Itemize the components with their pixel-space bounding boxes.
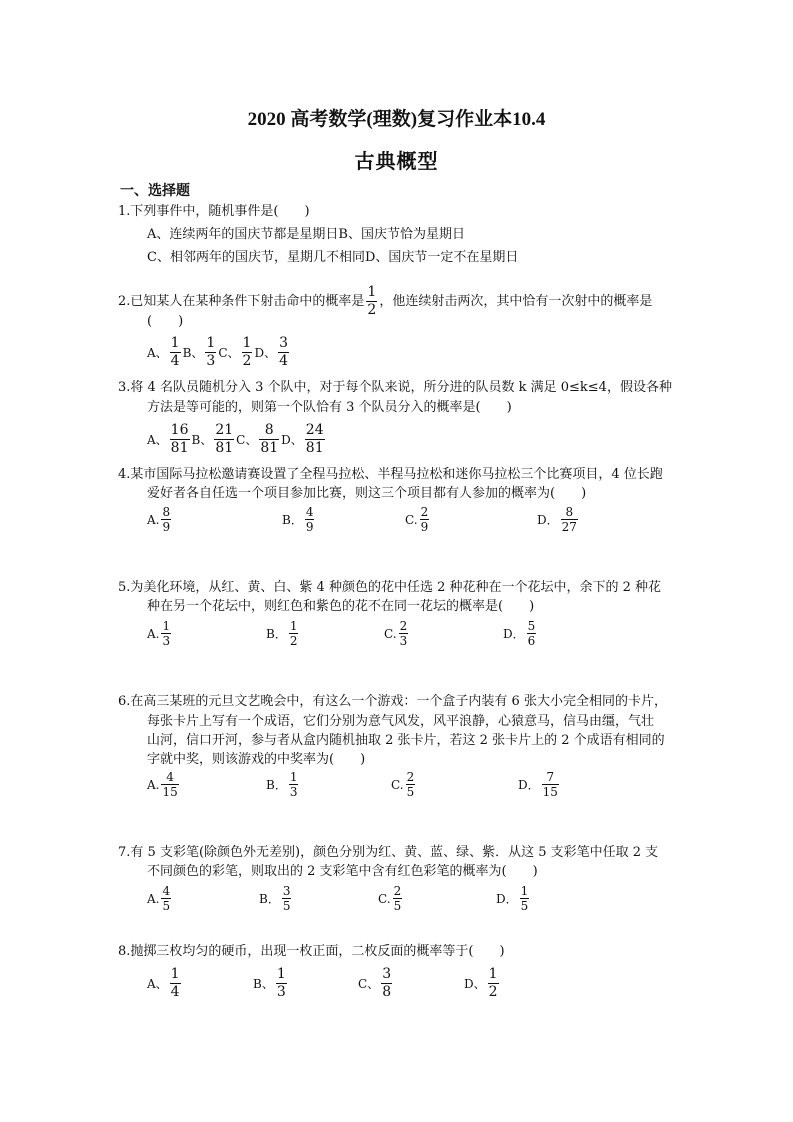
option-fraction — [289, 770, 299, 799]
q5-option-d — [503, 619, 538, 648]
option-label: C. — [378, 891, 391, 906]
option-label: C. — [391, 777, 404, 792]
option-label: D． — [537, 513, 559, 527]
fraction-numerator: 1 — [289, 770, 298, 784]
fraction-denominator: 81 — [215, 440, 234, 456]
fraction-denominator: 8 — [382, 984, 392, 1000]
option-label: A、 — [147, 346, 168, 360]
q6-line-3: 山河，信口开河，参与者从盒内随机抽取 2 张卡片，若这 2 张卡片上的 2 个成语有相同的 — [147, 733, 665, 748]
q7-option-a — [147, 884, 173, 913]
option-fraction — [161, 505, 171, 534]
fraction-denominator: 9 — [420, 520, 429, 534]
q5-option-a — [147, 619, 173, 648]
fraction-numerator: 2 — [393, 884, 402, 898]
q2-paren: ( ) — [147, 314, 184, 329]
fraction-numerator: 2 — [420, 505, 429, 519]
fraction-denominator: 27 — [561, 520, 577, 534]
option-fraction — [170, 966, 181, 1001]
fraction-numerator: 1 — [242, 335, 252, 351]
option-fraction — [214, 422, 234, 457]
q6-option-d — [518, 770, 561, 799]
option-label: B． — [266, 778, 287, 792]
fraction-numerator: 2 — [406, 770, 415, 784]
option-fraction — [289, 619, 299, 648]
fraction-numerator: 3 — [282, 884, 291, 898]
option-label: B． — [259, 892, 280, 906]
fraction-numerator: 1 — [170, 966, 180, 982]
q8-option-d — [464, 966, 501, 1001]
fraction-denominator: 81 — [305, 440, 324, 456]
fraction-denominator: 9 — [162, 520, 171, 534]
q1-options-cd: C、相邻两年的国庆节，星期几不相同D、国庆节一定不在星期日 — [147, 250, 519, 265]
q2-options — [147, 335, 291, 370]
q5-line-1: 5.为美化环境，从红、黄、白、紫 4 种颜色的花中任选 2 种花种在一个花坛中，余下的 2 种花 — [118, 580, 662, 595]
fraction-numerator: 3 — [279, 335, 288, 351]
q7-option-d — [496, 884, 531, 913]
q3-line-1: 3.将 4 名队员随机分入 3 个队中，对于每个队来说，所分进的队员数 k 满足 0≤k≤4，假设各种 — [118, 380, 672, 395]
option-fraction — [278, 335, 289, 370]
fraction-numerator: 1 — [170, 335, 180, 351]
q2-stem — [118, 284, 652, 319]
fraction-numerator: 24 — [305, 422, 324, 438]
fraction-denominator: 9 — [305, 520, 314, 534]
q5-option-b — [266, 619, 300, 648]
option-label: A. — [147, 626, 160, 641]
option-label: C. — [384, 626, 397, 641]
section-heading: 一、选择题 — [120, 183, 190, 199]
option-label: D、 — [254, 346, 277, 360]
q1-stem: 1.下列事件中，随机事件是( ) — [118, 204, 310, 219]
q8-option-b — [253, 966, 289, 1001]
q8-line-1: 8.抛掷三枚均匀的硬币，出现一枚正面，二枚反面的概率等于( ) — [118, 944, 505, 959]
q3-line-2: 方法是等可能的，则第一个队恰有 3 个队员分入的概率是( ) — [147, 400, 512, 415]
fraction-denominator: 6 — [527, 634, 536, 648]
q2-stem-part-b: ，他连续射击两次，其中恰有一次射中的概率是 — [379, 293, 653, 309]
q2-stem-part-a: 2.已知某人在某种条件下射击命中的概率是 — [118, 293, 365, 309]
q6-option-c — [391, 770, 417, 799]
q3-options — [147, 422, 327, 457]
option-label: B、 — [191, 433, 213, 447]
fraction-denominator: 2 — [242, 353, 252, 369]
q7-option-c — [378, 884, 404, 913]
option-fraction — [170, 335, 181, 370]
fraction-denominator: 4 — [279, 353, 288, 369]
option-label: B、 — [253, 977, 274, 991]
fraction-numerator: 16 — [170, 422, 189, 438]
option-fraction — [393, 884, 403, 913]
option-label: D． — [503, 627, 525, 641]
q4-option-b — [282, 505, 316, 534]
option-fraction — [406, 770, 416, 799]
option-label: D． — [496, 892, 518, 906]
q4-option-a — [147, 505, 173, 534]
fraction-denominator: 2 — [367, 302, 377, 318]
fraction-denominator: 15 — [542, 785, 558, 799]
option-label: A. — [147, 512, 160, 527]
q8-option-a — [147, 966, 183, 1001]
fraction-numerator: 3 — [382, 966, 392, 982]
q7-line-2: 不同颜色的彩笔，则取出的 2 支彩笔中含有红色彩笔的概率为( ) — [147, 864, 538, 879]
option-fraction — [305, 422, 325, 457]
fraction-denominator: 2 — [488, 984, 498, 1000]
q7-option-b — [259, 884, 293, 913]
option-fraction — [161, 884, 171, 913]
option-fraction — [420, 505, 430, 534]
q8-option-c — [358, 966, 394, 1001]
option-fraction — [381, 966, 392, 1001]
option-fraction — [561, 505, 578, 534]
option-fraction — [305, 505, 315, 534]
fraction-denominator: 3 — [399, 634, 408, 648]
option-label: D、 — [464, 977, 486, 991]
option-fraction — [161, 770, 178, 799]
option-label: B． — [282, 513, 303, 527]
fraction-denominator: 2 — [289, 634, 298, 648]
option-fraction — [527, 619, 537, 648]
fraction-denominator: 5 — [162, 899, 171, 913]
fraction-numerator: 8 — [162, 505, 171, 519]
fraction-numerator: 2 — [399, 619, 408, 633]
q6-option-b — [266, 770, 300, 799]
fraction-numerator: 5 — [527, 619, 536, 633]
q4-option-d — [537, 505, 580, 534]
option-label: C、 — [236, 433, 258, 447]
q7-line-1: 7.有 5 支彩笔(除颜色外无差别)，颜色分别为红、黄、蓝、绿、紫．从这 5 支彩笔中任取 2 支 — [118, 845, 659, 860]
q4-option-c — [405, 505, 431, 534]
option-fraction — [542, 770, 559, 799]
fraction-denominator: 5 — [520, 899, 529, 913]
fraction-denominator: 4 — [170, 353, 180, 369]
option-fraction — [399, 619, 409, 648]
q6-line-2: 每张卡片上写有一个成语，它们分别为意气风发，风平浪静，心猿意马，信马由缰，气壮 — [147, 714, 655, 729]
option-fraction — [282, 884, 292, 913]
fraction-numerator: 21 — [215, 422, 234, 438]
fraction-denominator: 5 — [393, 899, 402, 913]
option-label: D、 — [281, 433, 303, 447]
fraction-numerator: 7 — [546, 770, 555, 784]
fraction-denominator: 3 — [162, 634, 171, 648]
option-fraction — [161, 619, 171, 648]
option-label: A. — [147, 777, 160, 792]
q1-options-ab: A、连续两年的国庆节都是星期日B、国庆节恰为星期日 — [147, 227, 465, 242]
option-fraction — [205, 335, 216, 370]
fraction-numerator: 8 — [565, 505, 574, 519]
fraction-numerator: 8 — [264, 422, 274, 438]
fraction-denominator: 5 — [406, 785, 415, 799]
document-title: 2020 高考数学(理数)复习作业本10.4 — [247, 109, 546, 130]
option-label: C. — [405, 512, 418, 527]
q2-stem-fraction — [366, 284, 377, 319]
fraction-numerator: 4 — [162, 884, 171, 898]
fraction-denominator: 15 — [162, 785, 178, 799]
q4-line-2: 爱好者各自任选一个项目参加比赛，则这三个项目都有人参加的概率为( ) — [147, 486, 587, 501]
fraction-denominator: 3 — [289, 785, 298, 799]
option-label: A、 — [147, 433, 168, 447]
option-label: B． — [266, 627, 287, 641]
q4-line-1: 4.某市国际马拉松邀请赛设置了全程马拉松、半程马拉松和迷你马拉松三个比赛项目，4 位长跑 — [118, 467, 663, 482]
q6-line-4: 字就中奖，则该游戏的中奖率为( ) — [147, 752, 366, 767]
fraction-denominator: 81 — [260, 440, 279, 456]
option-fraction — [259, 422, 279, 457]
option-fraction — [520, 884, 530, 913]
option-label: C、 — [358, 977, 380, 991]
option-label: A、 — [147, 977, 168, 991]
option-label: A. — [147, 891, 160, 906]
q5-line-2: 种在另一个花坛中，则红色和紫色的花不在同一花坛的概率是( ) — [147, 599, 535, 614]
fraction-numerator: 4 — [305, 505, 314, 519]
fraction-numerator: 4 — [166, 770, 174, 784]
option-fraction — [276, 966, 287, 1001]
fraction-denominator: 81 — [170, 440, 189, 456]
fraction-denominator: 4 — [170, 984, 180, 1000]
option-fraction — [170, 422, 190, 457]
fraction-numerator: 1 — [276, 966, 286, 982]
fraction-numerator: 1 — [488, 966, 498, 982]
fraction-numerator: 1 — [367, 284, 377, 300]
option-fraction — [488, 966, 499, 1001]
option-label: B、 — [182, 346, 204, 360]
fraction-numerator: 1 — [162, 619, 171, 633]
q6-option-a — [147, 770, 181, 799]
fraction-numerator: 1 — [520, 884, 529, 898]
fraction-denominator: 5 — [282, 899, 291, 913]
q6-line-1: 6.在高三某班的元旦文艺晚会中，有这么一个游戏：一个盒子内装有 6 张大小完全相同的卡片， — [118, 694, 667, 709]
fraction-denominator: 3 — [206, 353, 216, 369]
option-label: C、 — [218, 346, 240, 360]
q5-option-c — [384, 619, 410, 648]
option-fraction — [242, 335, 253, 370]
fraction-numerator: 1 — [206, 335, 216, 351]
document-subtitle: 古典概型 — [354, 151, 439, 173]
option-label: D． — [518, 778, 540, 792]
fraction-numerator: 1 — [289, 619, 298, 633]
fraction-denominator: 3 — [276, 984, 286, 1000]
